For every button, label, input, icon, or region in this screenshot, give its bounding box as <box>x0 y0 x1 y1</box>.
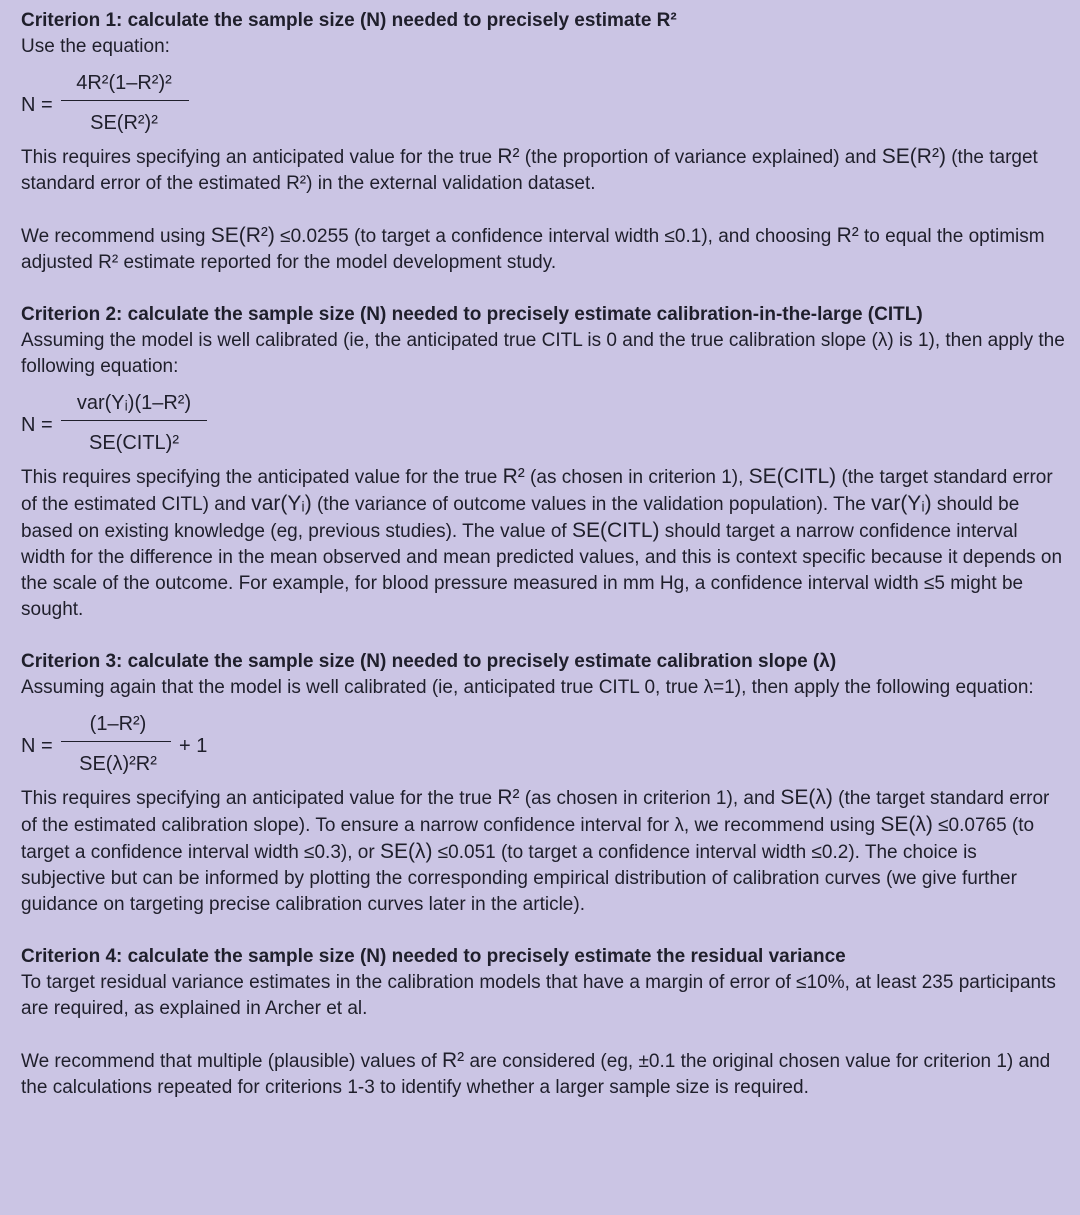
formula-2-fraction-bar <box>61 420 207 421</box>
formula-1-denominator: SE(R²)² <box>90 112 158 134</box>
criterion-1-intro: Use the equation: <box>21 36 170 57</box>
formula-1-fraction-bar <box>61 100 189 101</box>
criterion-4-heading: Criterion 4: calculate the sample size (N) needed to precisely estimate the residual variance <box>21 946 846 967</box>
formula-1-numerator: 4R²(1–R²)² <box>76 72 172 94</box>
criterion-3-paragraph-1: This requires specifying an anticipated value for the true R² (as chosen in criterion 1), and SE(λ) (the target standard error of the estimated calibration slope). To ensure a narrow confidence interval for λ, we recommend using SE(λ) ≤0.0765 (to target a confidence interval width ≤0.3), or SE(λ) ≤0.051 (to target a confidence interval width ≤0.2). The choice is subjective but can be informed by plotting the corresponding empirical distribution of calibration curves (we give further guidance on targeting precise calibration curves later in the article). <box>21 786 1050 915</box>
formula-2-numerator: var(Yᵢ)(1–R²) <box>76 392 192 414</box>
formula-3-numerator: (1–R²) <box>89 713 147 735</box>
formula-3-tail: + 1 <box>179 735 208 757</box>
formula-2-lhs: N = <box>21 414 53 436</box>
criterion-2-paragraph-1: This requires specifying the anticipated value for the true R² (as chosen in criterion 1), SE(CITL) (the target standard error of the estimated CITL) and var(Yᵢ) (the variance of outcome values in the validation population). The var(Yᵢ) should be based on existing knowledge (eg, previous studies). The value of SE(CITL) should target a narrow confidence interval width for the difference in the mean observed and mean predicted values, and this is context specific because it depends on the scale of the outcome. For example, for blood pressure measured in mm Hg, a confidence interval width ≤5 might be sought. <box>21 465 1063 620</box>
criterion-3-intro: Assuming again that the model is well calibrated (ie, anticipated true CITL 0, true λ=1), then apply the following equation: <box>21 677 1034 698</box>
criterion-1-heading: Criterion 1: calculate the sample size (N) needed to precisely estimate R² <box>21 10 677 31</box>
formula-1-lhs: N = <box>21 94 53 116</box>
criterion-2-intro: Assuming the model is well calibrated (ie, the anticipated true CITL is 0 and the true calibration slope (λ) is 1), then apply the following equation: <box>21 330 1065 377</box>
formula-1 <box>21 70 1066 140</box>
criterion-1-paragraph-2: We recommend using SE(R²) ≤0.0255 (to target a confidence interval width ≤0.1), and choosing R² to equal the optimism adjusted R² estimate reported for the model development study. <box>21 224 1045 273</box>
criterion-2-heading: Criterion 2: calculate the sample size (N) needed to precisely estimate calibration-in-the-large (CITL) <box>21 304 923 325</box>
criterion-4-paragraph-2: We recommend that multiple (plausible) values of R² are considered (eg, ±0.1 the original chosen value for criterion 1) and the calculations repeated for criterions 1-3 to identify whether a larger sample size is required. <box>21 1049 1051 1098</box>
formula-3-lhs: N = <box>21 735 53 757</box>
criterion-1-paragraph-1: This requires specifying an anticipated value for the true R² (the proportion of variance explained) and SE(R²) (the target standard error of the estimated R²) in the external validation dataset. <box>21 145 1038 194</box>
criterion-4-paragraph-1: To target residual variance estimates in the calibration models that have a margin of error of ≤10%, at least 235 participants are required, as explained in Archer et al. <box>21 972 1056 1019</box>
formula-3-denominator: SE(λ)²R² <box>79 753 157 775</box>
formula-2 <box>21 390 1066 460</box>
criterion-3-heading: Criterion 3: calculate the sample size (N) needed to precisely estimate calibration slope (λ) <box>21 651 837 672</box>
formula-2-denominator: SE(CITL)² <box>89 432 179 454</box>
formula-3-fraction-bar <box>61 741 171 742</box>
formula-3 <box>21 711 1066 781</box>
